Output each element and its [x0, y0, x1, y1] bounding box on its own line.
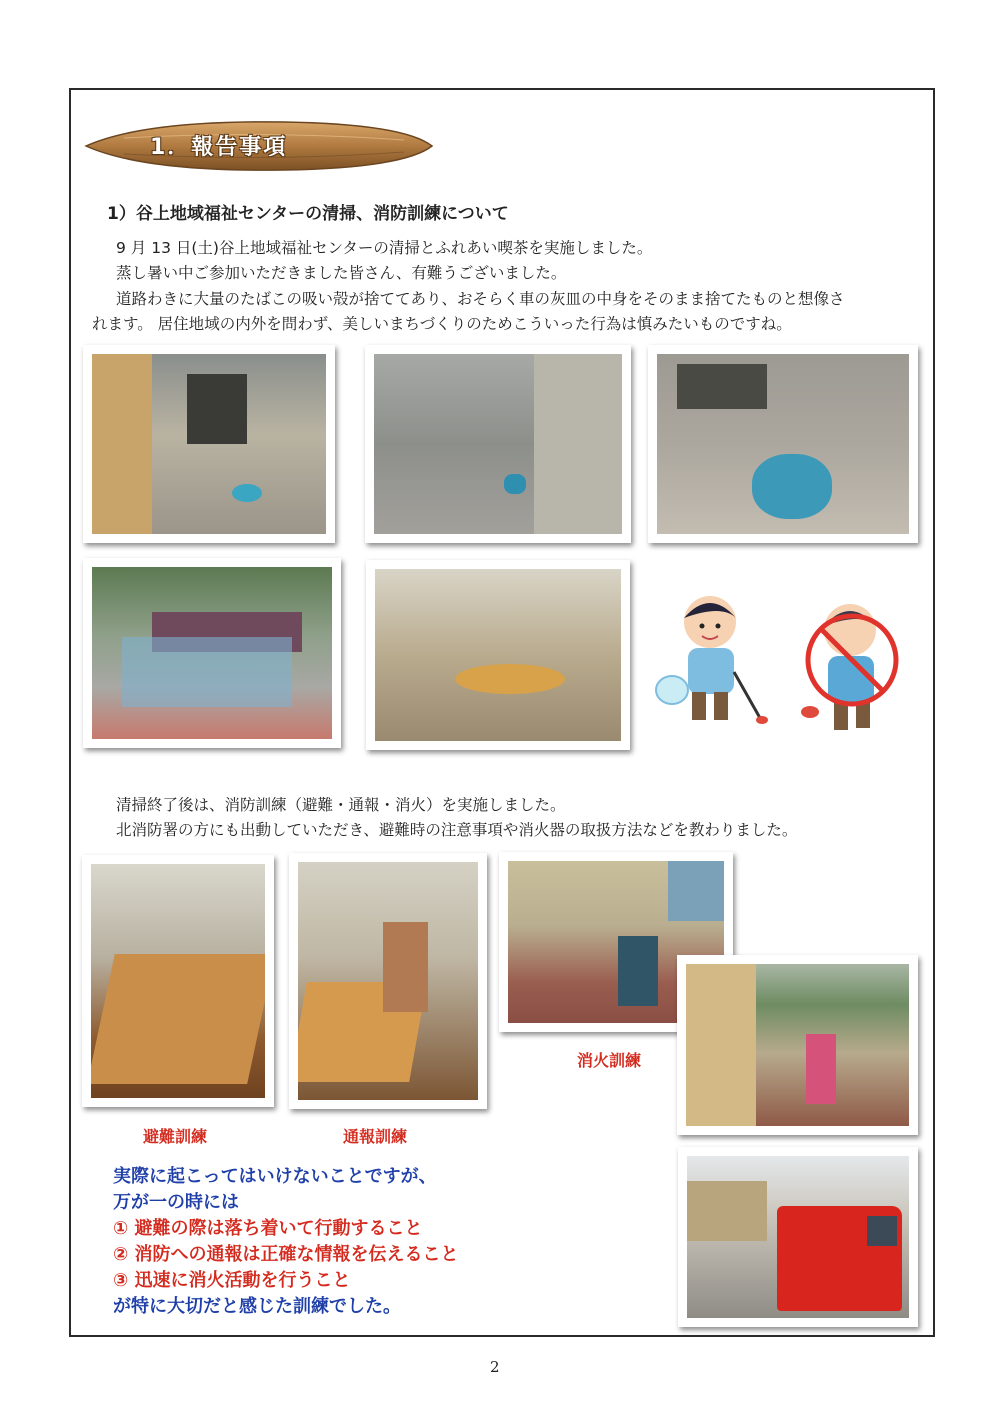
caption-evacuation: 避難訓練	[143, 1127, 208, 1146]
message-line-1: 実際に起こってはいけないことですが、	[113, 1166, 437, 1187]
drill-line-2: 北消防署の方にも出動していただき、避難時の注意事項や消火器の取扱方法などを教わりました。	[116, 821, 798, 839]
message-line-3: が特に大切だと感じた訓練でした。	[113, 1296, 401, 1317]
intro-line-3: 道路わきに大量のたばこの吸い殻が捨ててあり、おそらく車の灰皿の中身をそのまま捨てたものと想像さ	[116, 290, 845, 308]
photo-report-drill	[289, 853, 487, 1109]
drill-line-1: 清掃終了後は、消防訓練（避難・通報・消火）を実施しました。	[116, 796, 566, 814]
photo-fire-truck	[678, 1147, 918, 1327]
caption-report: 通報訓練	[343, 1127, 408, 1146]
photo-fureai-cafe	[366, 560, 630, 750]
message-item-2: ② 消防への通報は正確な情報を伝えること	[113, 1244, 459, 1265]
photo-extinguish-drill-2	[677, 955, 918, 1135]
message-line-2: 万が一の時には	[113, 1192, 239, 1213]
intro-line-1: 9 月 13 日(土)谷上地域福祉センターの清掃とふれあい喫茶を実施しました。	[116, 239, 653, 257]
photo-group-participants	[83, 558, 341, 748]
no-littering-illustration	[652, 590, 922, 740]
photo-evacuation-drill	[82, 855, 274, 1107]
message-item-3: ③ 迅速に消火活動を行うこと	[113, 1270, 351, 1291]
intro-line-4: れます。 居住地域の内外を問わず、美しいまちづくりのためこういった行為は慎みたいものですね。	[92, 315, 792, 333]
photo-cleanup-building	[83, 345, 335, 543]
message-item-1: ① 避難の際は落ち着いて行動すること	[113, 1218, 423, 1239]
caption-extinguish: 消火訓練	[577, 1051, 642, 1070]
page-number: 2	[490, 1358, 500, 1376]
subheading: 1）谷上地域福祉センターの清掃、消防訓練について	[107, 204, 509, 224]
photo-cleanup-street	[365, 345, 631, 543]
section-title: 1．報告事項	[150, 135, 288, 160]
intro-line-2: 蒸し暑い中ご参加いただきました皆さん、有難うございました。	[116, 264, 567, 282]
photo-cigarette-litter	[648, 345, 918, 543]
